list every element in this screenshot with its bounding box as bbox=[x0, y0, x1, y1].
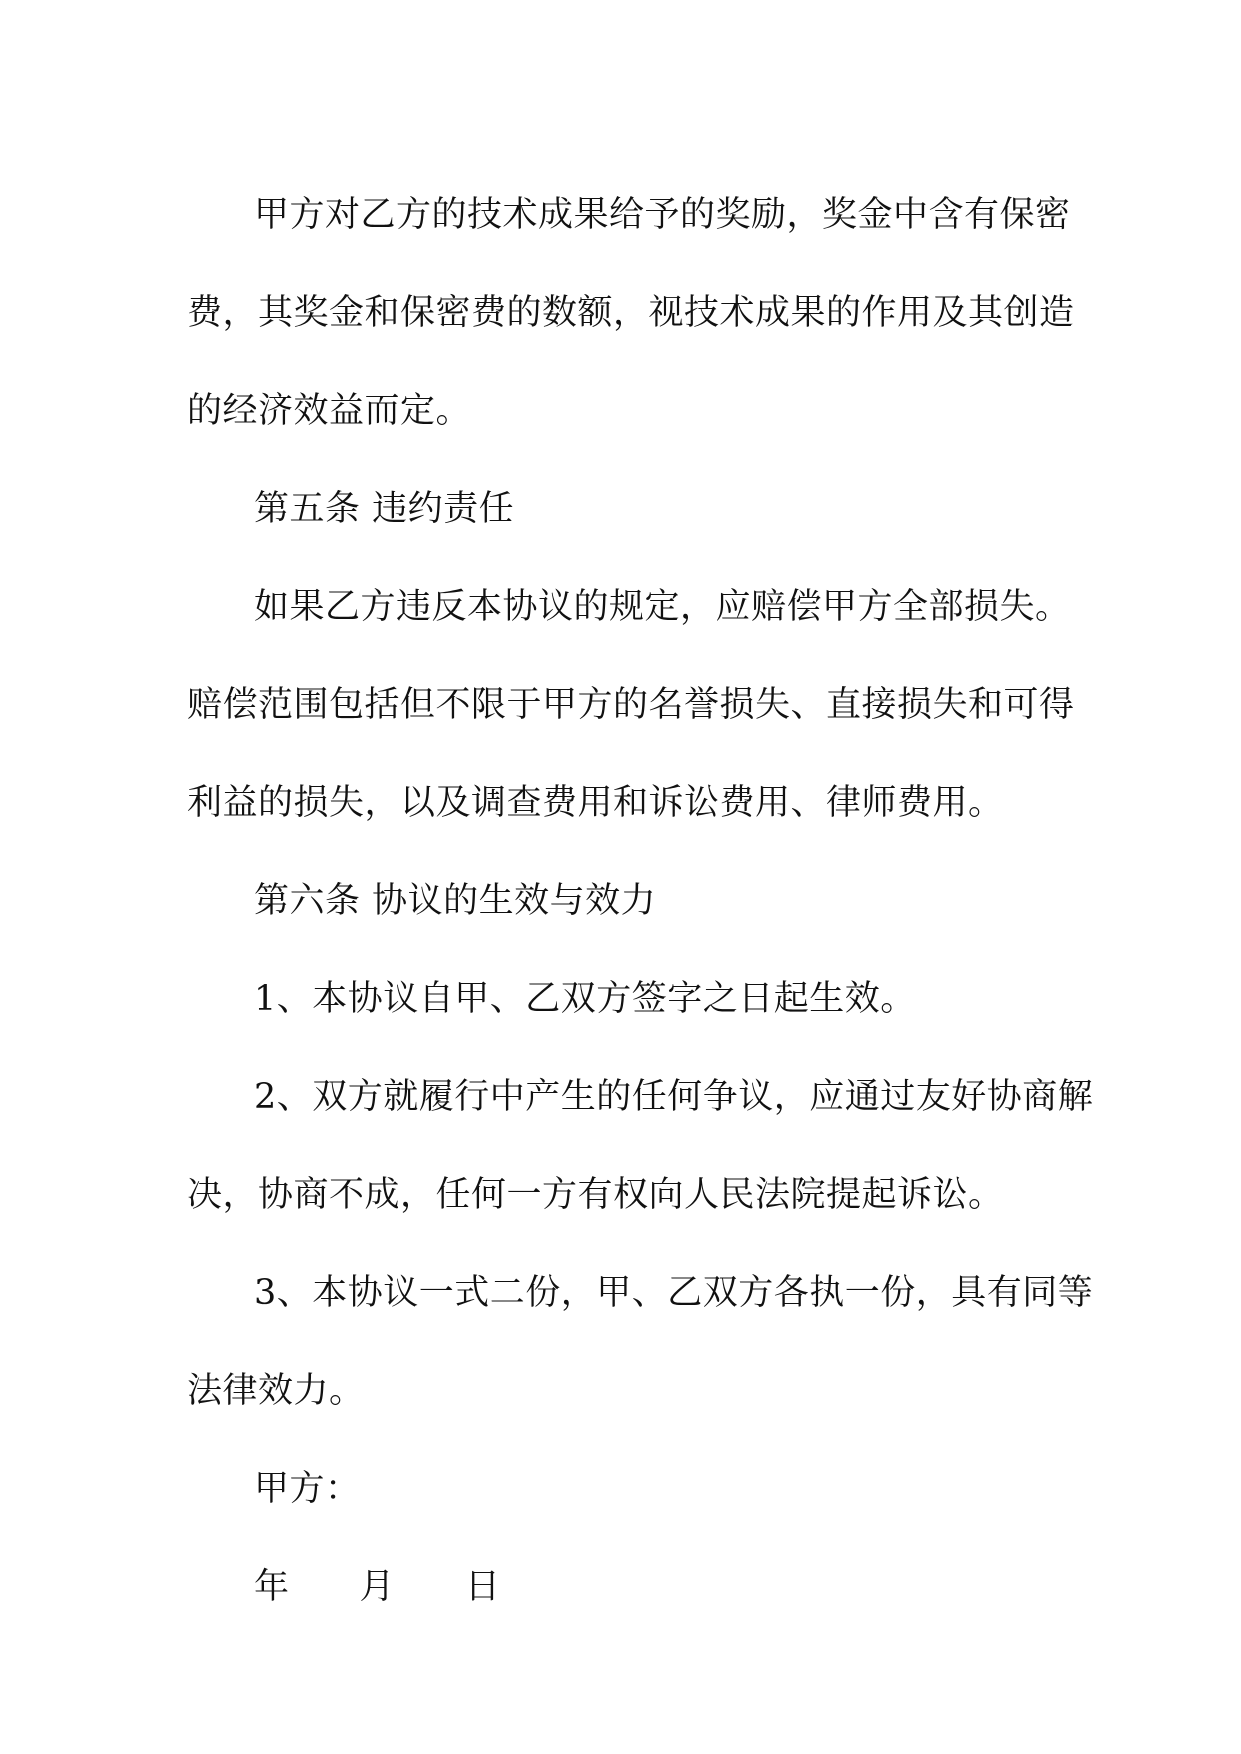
date-day-label: 日 bbox=[465, 1567, 501, 1607]
party-a-signature-label: 甲方： bbox=[254, 1469, 361, 1509]
date-year-label: 年 bbox=[254, 1567, 290, 1607]
clause-line: 法律效力。 bbox=[187, 1371, 365, 1411]
paragraph-line: 的经济效益而定。 bbox=[187, 391, 472, 431]
signature-date-line bbox=[187, 1538, 1067, 1636]
paragraph-line: 费，其奖金和保密费的数额，视技术成果的作用及其创造 bbox=[187, 293, 1075, 333]
paragraph-line: 赔偿范围包括但不限于甲方的名誉损失、直接损失和可得 bbox=[187, 685, 1075, 725]
date-month-label: 月 bbox=[359, 1567, 396, 1607]
clause-line: 3、本协议一式二份，甲、乙双方各执一份，具有同等 bbox=[254, 1273, 1094, 1313]
clause-line: 2、双方就履行中产生的任何争议，应通过友好协商解 bbox=[254, 1077, 1094, 1117]
document-body bbox=[187, 166, 1094, 1636]
paragraph-line: 甲方对乙方的技术成果给予的奖励，奖金中含有保密 bbox=[254, 195, 1071, 235]
paragraph-line: 如果乙方违反本协议的规定，应赔偿甲方全部损失。 bbox=[254, 587, 1071, 627]
clause-line: 决，协商不成，任何一方有权向人民法院提起诉讼。 bbox=[187, 1175, 1004, 1215]
article-five-heading: 第五条 违约责任 bbox=[254, 489, 515, 529]
clause-line: 1、本协议自甲、乙双方签字之日起生效。 bbox=[254, 979, 916, 1019]
article-six-heading: 第六条 协议的生效与效力 bbox=[254, 881, 657, 921]
paragraph-line: 利益的损失，以及调查费用和诉讼费用、律师费用。 bbox=[187, 783, 1004, 823]
